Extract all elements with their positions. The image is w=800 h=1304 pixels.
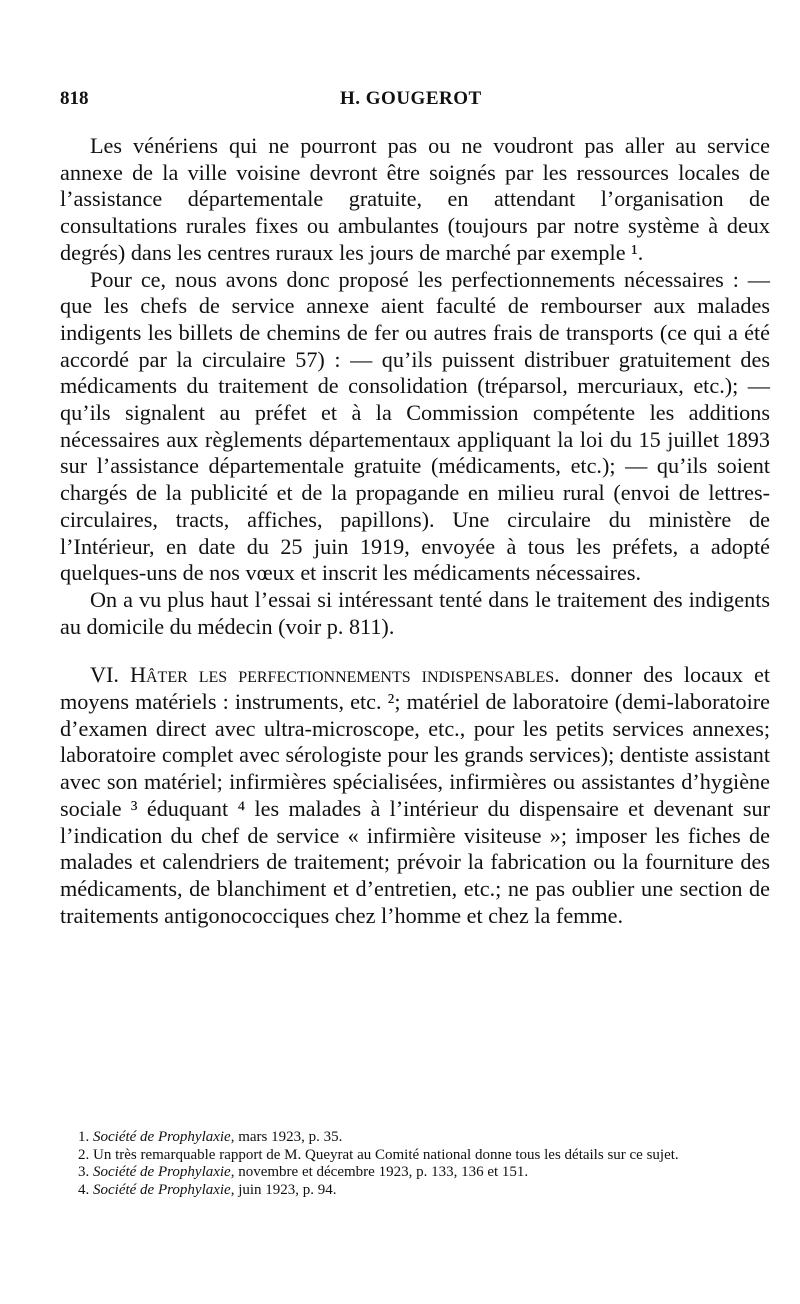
- footnote-number: 4.: [78, 1181, 93, 1198]
- footnote: [60, 1129, 770, 1147]
- footnote-text: , novembre et décembre 1923, p. 133, 136 et 151.: [230, 1164, 529, 1180]
- footnote-text: , mars 1923, p. 35.: [230, 1129, 343, 1145]
- footnote: [60, 1182, 770, 1200]
- footnote: [60, 1147, 770, 1165]
- body-text: [60, 133, 770, 929]
- footnotes: [60, 1129, 770, 1199]
- section-label: VI.: [90, 662, 130, 688]
- running-head: H. GOUGEROT: [340, 88, 482, 109]
- paragraph: Les vénériens qui ne pourront pas ou ne voudront pas aller au service annexe de la ville voisine devront être soignés par les ressources locales de l’assistance départementale gratuite, en attendant l’organisation de consultations rurales fixes ou ambulantes (toujours par notre système à deux degrés) dans les centres ruraux les jours de marché par exemple ¹.: [60, 133, 770, 265]
- page-header: [60, 88, 772, 116]
- paragraph: On a vu plus haut l’essai si intéressant tenté dans le traitement des indigents au domicile du médecin (voir p. 811).: [60, 586, 770, 639]
- paragraph: Pour ce, nous avons donc proposé les perfectionnements nécessaires : — que les chefs de service annexe aient faculté de rembourser aux malades indigents les billets de chemins de fer ou autres frais de transports (ce qui a été accordé par la circulaire 57) : — qu’ils puissent distribuer gratuitement des médicaments du traitement de consolidation (tréparsol, mercuriaux, etc.); — qu’ils signalent au préfet et à la Commission compétente les additions nécessaires aux règlements départementaux appliquant la loi du 15 juillet 1893 sur l’assistance départementale gratuite (médicaments, etc.); — qu’ils soient chargés de la publicité et de la propagande en milieu rural (envoi de lettres-circulaires, tracts, affiches, papillons). Une circulaire du ministère de l’Intérieur, en date du 25 juin 1919, envoyée à tous les préfets, a adopté quelques-uns de nos vœux et inscrit les médicaments nécessaires.: [60, 266, 770, 586]
- footnote: [60, 1164, 770, 1182]
- footnote-number: 1.: [78, 1129, 93, 1145]
- footnote-source: Société de Prophylaxie: [93, 1181, 231, 1198]
- footnote-text: Un très remarquable rapport de M. Queyrat au Comité national donne tous les détails sur ce sujet.: [93, 1146, 679, 1163]
- section-vi: [60, 662, 770, 929]
- footnote-number: 3.: [78, 1164, 93, 1180]
- footnote-source: Société de Prophylaxie: [93, 1164, 231, 1180]
- footnote-number: 2.: [78, 1146, 93, 1163]
- footnote-source: Société de Prophylaxie: [93, 1129, 231, 1145]
- section-heading: Hâter les perfectionnements indispensables.: [129, 662, 560, 688]
- footnote-text: , juin 1923, p. 94.: [230, 1181, 337, 1198]
- page-number: 818: [60, 88, 89, 109]
- section-text: donner des locaux et moyens matériels : instruments, etc. ²; matériel de laboratoire (demi-laboratoire d’examen direct avec ultra-microscope, etc., pour les petits services annexes; laboratoire complet avec sérologiste pour les grands services); dentiste assistant avec son matériel; infirmières spécialisées, infirmières ou assistantes d’hygiène sociale ³ éduquant ⁴ les malades à l’intérieur du dispensaire et devenant sur l’indication du chef de service « infirmière visiteuse »; imposer les fiches de malades et calendriers de traitement; prévoir la fabrication ou la fourniture des médicaments, de blanchiment et d’entretien, etc.; ne pas oublier une section de traitements antigonococciques chez l’homme et chez la femme.: [60, 662, 771, 928]
